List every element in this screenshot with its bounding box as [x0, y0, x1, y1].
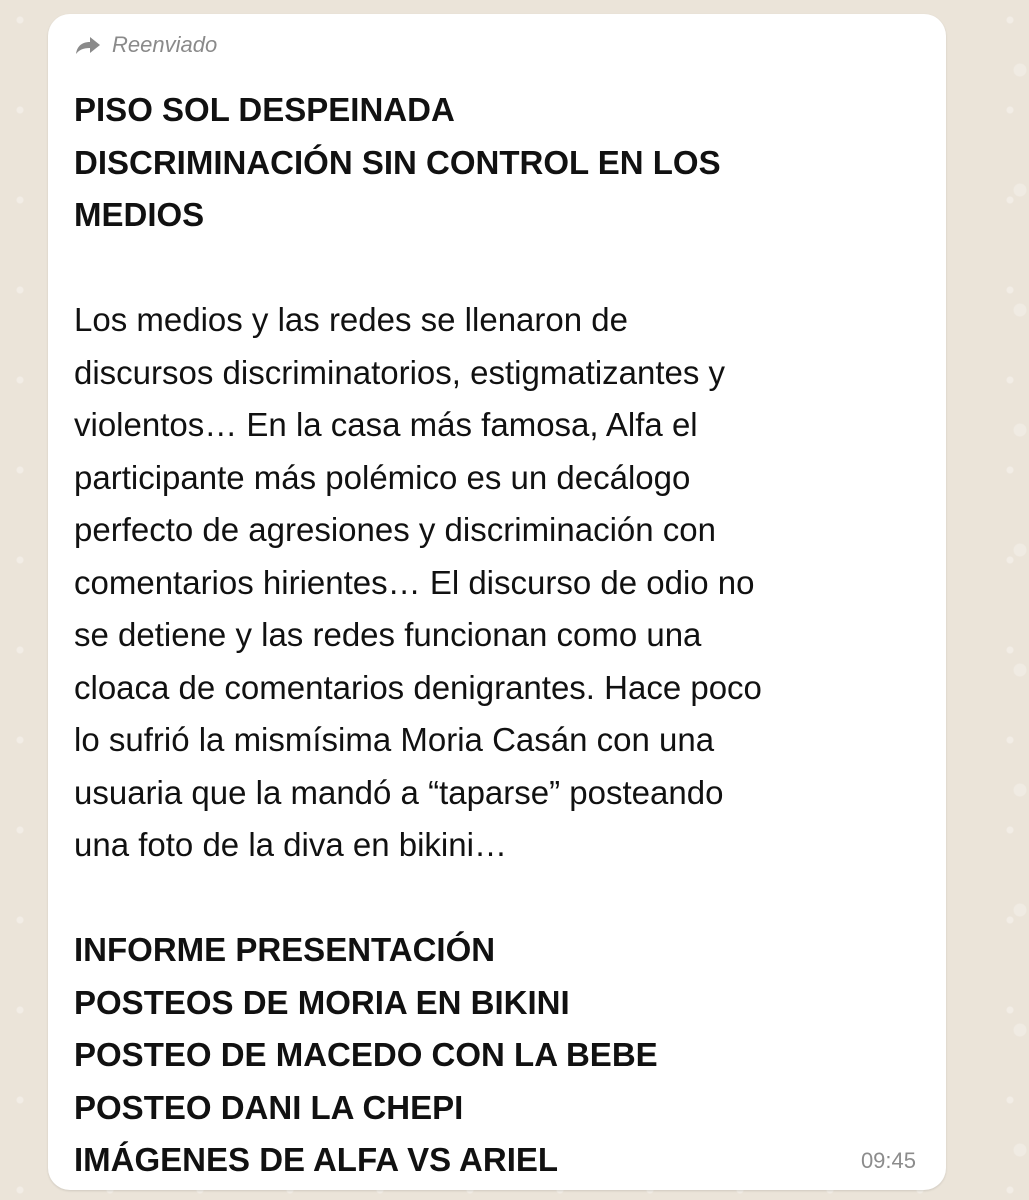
message-body-line: se detiene y las redes funcionan como una	[74, 616, 702, 653]
paragraph-gap	[74, 242, 934, 295]
message-title-line: DISCRIMINACIÓN SIN CONTROL EN LOS	[74, 143, 721, 181]
message-list-line: POSTEO DANI LA CHEPI	[74, 1088, 464, 1126]
message-body-line: una foto de la diva en bikini…	[74, 826, 507, 863]
message-body-line: participante más polémico es un decálogo	[74, 458, 691, 496]
message-body-line: lo sufrió la mismísima Moria Casán con una	[74, 721, 715, 758]
message-list-line: POSTEO DE MACEDO CON LA BEBE	[74, 1036, 658, 1073]
message-title-line: PISO SOL DESPEINADA	[74, 91, 455, 128]
message-body-line: perfecto de agresiones y discriminación con	[74, 511, 717, 548]
message-body-line: Los medios y las redes se llenaron de	[74, 301, 628, 338]
message-body-line: violentos… En la casa más famosa, Alfa el	[74, 406, 698, 443]
message-body-line: comentarios hirientes… El discurso de odio no	[74, 563, 755, 601]
message-body-line: discursos discriminatorios, estigmatizantes y	[74, 353, 726, 391]
message-list-line: INFORME PRESENTACIÓN	[74, 931, 496, 968]
message-title-line: MEDIOS	[74, 196, 205, 233]
message-body-line: cloaca de comentarios denigrantes. Hace poco	[74, 668, 762, 706]
paragraph-gap	[74, 872, 934, 925]
message-list-line: IMÁGENES DE ALFA VS ARIEL	[74, 1141, 559, 1178]
forwarded-label: Reenviado	[112, 32, 218, 57]
message-bubble[interactable]	[48, 14, 946, 1190]
forward-arrow-icon	[74, 34, 102, 56]
message-text	[74, 84, 934, 1187]
message-list-line: POSTEOS DE MORIA EN BIKINI	[74, 983, 570, 1021]
message-body-line: usuaria que la mandó a “taparse” posteando	[74, 773, 724, 811]
message-timestamp: 09:45	[860, 1148, 916, 1173]
forwarded-indicator	[74, 32, 217, 58]
